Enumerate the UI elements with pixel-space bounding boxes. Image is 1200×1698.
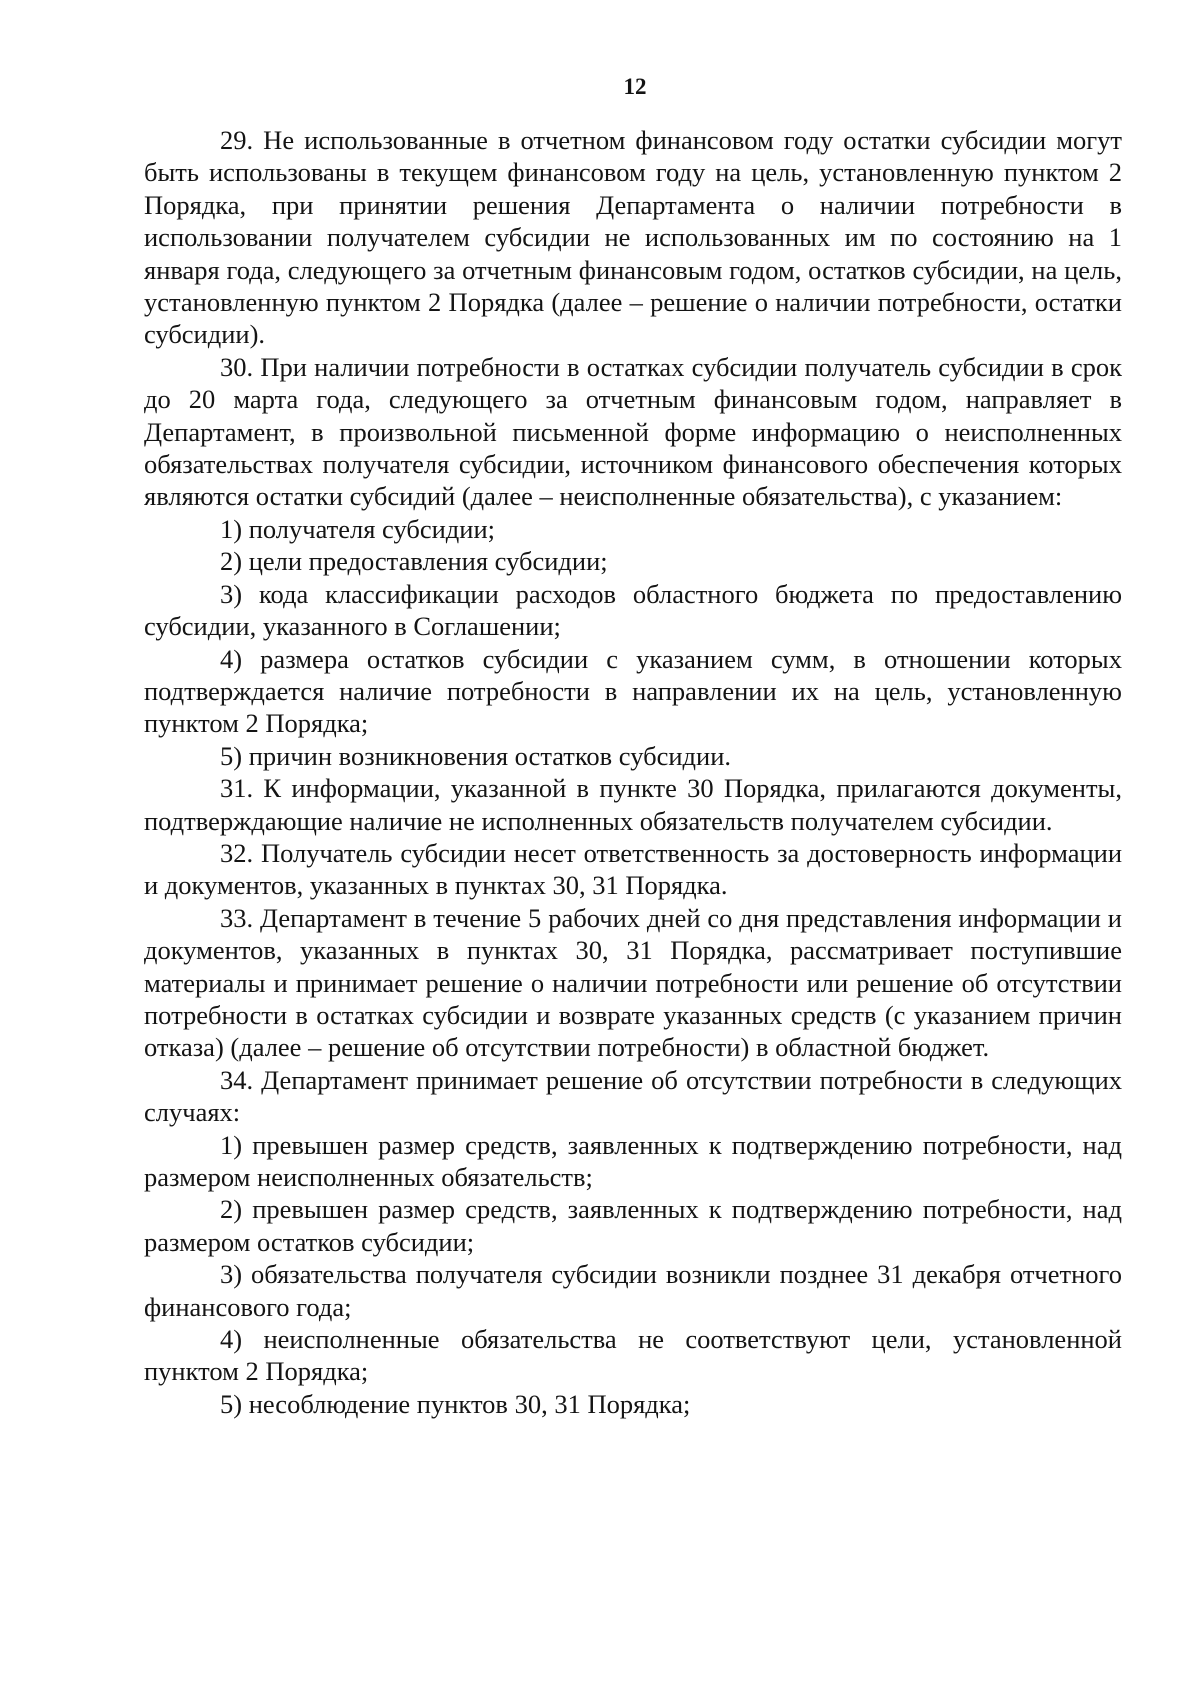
list-item-34-5: 5) несоблюдение пунктов 30, 31 Порядка; [220, 1388, 691, 1419]
list-item-34-2: 2) превышен размер средств, заявленных к подтверждению потребности, над размером остатков субсидии; [144, 1194, 1122, 1257]
paragraph-29: 29. Не использованные в отчетном финансовом году остатки субсидии могут быть использованы в текущем финансовом году на цель, установленную пунктом 2 Порядка, при принятии решения Департамента о наличии потребности в использовании получателем субсидии не использованных им по состоянию на 1 января года, следующего за отчетным финансовым годом, остатков субсидии, на цель, установленную пунктом 2 Порядка (далее – решение о наличии потребности, остатки субсидии). [144, 125, 1122, 350]
page-number: 12 [623, 74, 647, 99]
list-item-34-3: 3) обязательства получателя субсидии возникли позднее 31 декабря отчетного финансового года; [144, 1259, 1122, 1322]
list-item-34-1: 1) превышен размер средств, заявленных к подтверждению потребности, над размером неисполненных обязательств; [144, 1129, 1122, 1192]
paragraph-34: 34. Департамент принимает решение об отсутствии потребности в следующих случаях: [144, 1064, 1122, 1128]
paragraph-33: 33. Департамент в течение 5 рабочих дней со дня представления информации и документов, указанных в пунктах 30, 31 Порядка, рассматривает поступившие материалы и принимает решение о наличии потребности или решение об отсутствии потребности в остатках субсидии и возврате указанных средств (с указанием причин отказа) (далее – решение об отсутствии потребности) в областной бюджет. [144, 902, 1122, 1063]
list-item-34-4: 4) неисполненные обязательства не соответствуют цели, установленной пунктом 2 Порядка; [144, 1324, 1122, 1387]
list-item-30-4: 4) размера остатков субсидии с указанием сумм, в отношении которых подтверждается наличие потребности в направлении их на цель, установленную пунктом 2 Порядка; [144, 643, 1122, 739]
paragraph-32: 32. Получатель субсидии несет ответственность за достоверность информации и документов, указанных в пунктах 30, 31 Порядка. [144, 837, 1122, 901]
list-item-30-3: 3) кода классификации расходов областного бюджета по предоставлению субсидии, указанного в Соглашении; [144, 578, 1122, 642]
paragraph-30: 30. При наличии потребности в остатках субсидии получатель субсидии в срок до 20 марта года, следующего за отчетным финансовым годом, направляет в Департамент, в произвольной письменной форме информацию о неисполненных обязательствах получателя субсидии, источником финансового обеспечения которых являются остатки субсидий (далее – неисполненные обязательства), с указанием: [144, 351, 1122, 512]
paragraph-31: 31. К информации, указанной в пункте 30 Порядка, прилагаются документы, подтверждающие наличие не исполненных обязательств получателем субсидии. [144, 773, 1122, 836]
list-item-30-1: 1) получателя субсидии; [220, 513, 495, 544]
document-body [144, 124, 1122, 1420]
list-item-30-2: 2) цели предоставления субсидии; [220, 546, 608, 577]
list-item-30-5: 5) причин возникновения остатков субсидии. [220, 740, 732, 771]
